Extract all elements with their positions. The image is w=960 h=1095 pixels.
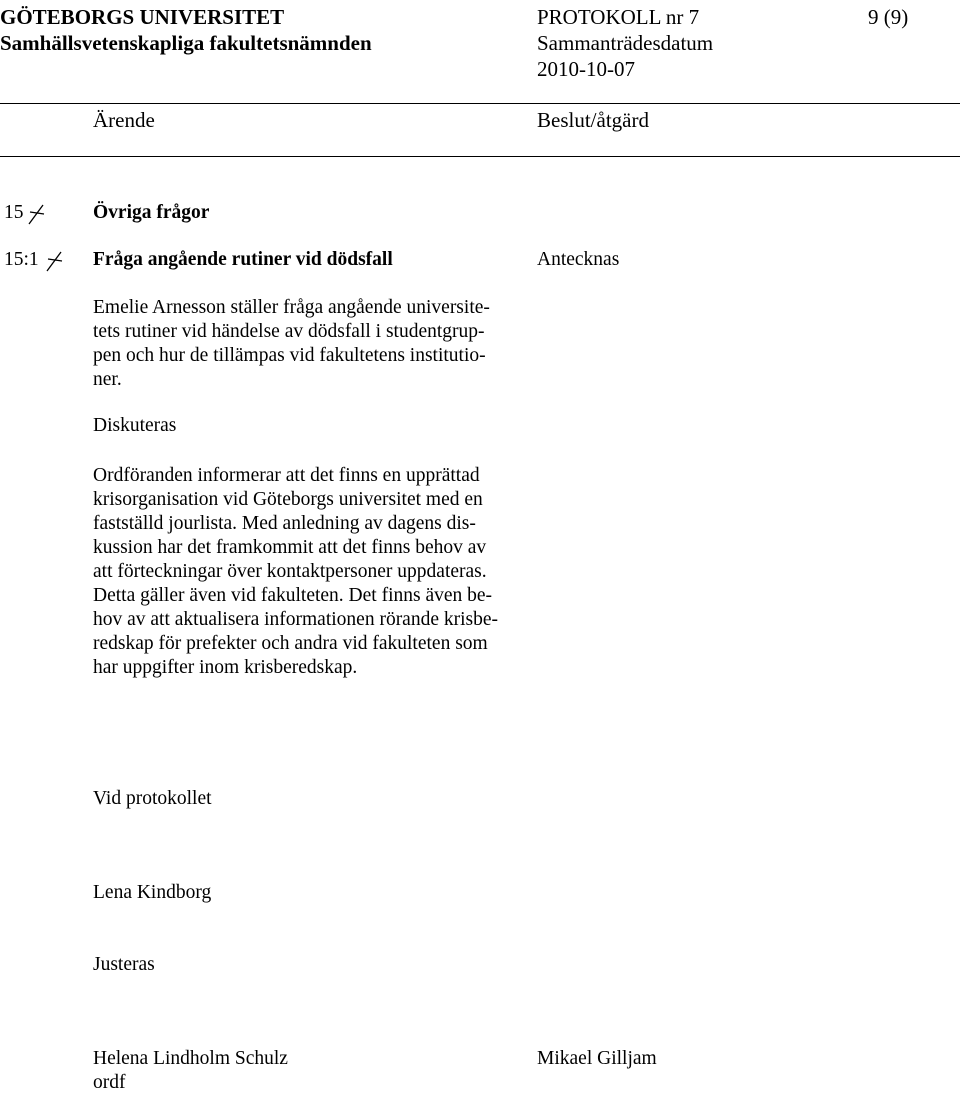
section-mark-icon	[26, 203, 46, 225]
text-line: Emelie Arnesson ställer fråga angående universite-	[93, 297, 490, 318]
meeting-date: 2010-10-07	[537, 57, 635, 81]
protocol-number: PROTOKOLL nr 7	[537, 5, 700, 29]
institution-name: GÖTEBORGS UNIVERSITET	[0, 5, 285, 29]
text-line: Diskuteras	[93, 415, 177, 436]
text-line: har uppgifter inom krisberedskap.	[93, 657, 358, 678]
column-heading-matter: Ärende	[93, 108, 155, 132]
faculty-name: Samhällsvetenskapliga fakultetsnämnden	[0, 31, 372, 55]
column-heading-decision: Beslut/åtgärd	[537, 108, 649, 132]
signature-chair-role: ordf	[93, 1072, 126, 1093]
text-line: Detta gäller även vid fakulteten. Det finns även be-	[93, 585, 493, 606]
item-title: Övriga frågor	[93, 202, 210, 223]
text-line: pen och hur de tillämpas vid fakultetens institutio-	[93, 345, 486, 366]
text-line: krisorganisation vid Göteborgs universitet med en	[93, 489, 483, 510]
signature-label-protocol: Vid protokollet	[93, 788, 212, 809]
page-number: 9 (9)	[868, 5, 909, 29]
text-line: kussion har det framkommit att det finns behov av	[93, 537, 487, 558]
signature-chair-name: Helena Lindholm Schulz	[93, 1048, 288, 1069]
text-line: redskap för prefekter och andra vid fakulteten som	[93, 633, 488, 654]
subitem-number: 15:1	[4, 249, 39, 270]
text-line: Ordföranden informerar att det finns en upprättad	[93, 465, 480, 486]
section-mark-icon	[44, 250, 64, 272]
text-line: hov av att aktualisera informationen rörande krisbe-	[93, 609, 499, 630]
paragraph-question	[93, 296, 543, 392]
column-heading-divider	[0, 156, 960, 157]
item-number: 15	[4, 202, 24, 223]
text-line: att förteckningar över kontaktpersoner uppdateras.	[93, 561, 487, 582]
decision-text: Antecknas	[537, 249, 620, 270]
signature-secretary: Lena Kindborg	[93, 882, 212, 903]
signature-label-adjusted: Justeras	[93, 954, 155, 975]
paragraph-information	[93, 464, 543, 680]
subitem-title: Fråga angående rutiner vid dödsfall	[93, 249, 393, 270]
paragraph-discussed	[93, 414, 543, 438]
text-line: ner.	[93, 369, 122, 390]
meeting-date-label: Sammanträdesdatum	[537, 31, 714, 55]
text-line: fastställd jourlista. Med anledning av dagens dis-	[93, 513, 476, 534]
text-line: tets rutiner vid händelse av dödsfall i studentgrup-	[93, 321, 485, 342]
header-divider	[0, 103, 960, 104]
signature-adjuster-name: Mikael Gilljam	[537, 1048, 657, 1069]
